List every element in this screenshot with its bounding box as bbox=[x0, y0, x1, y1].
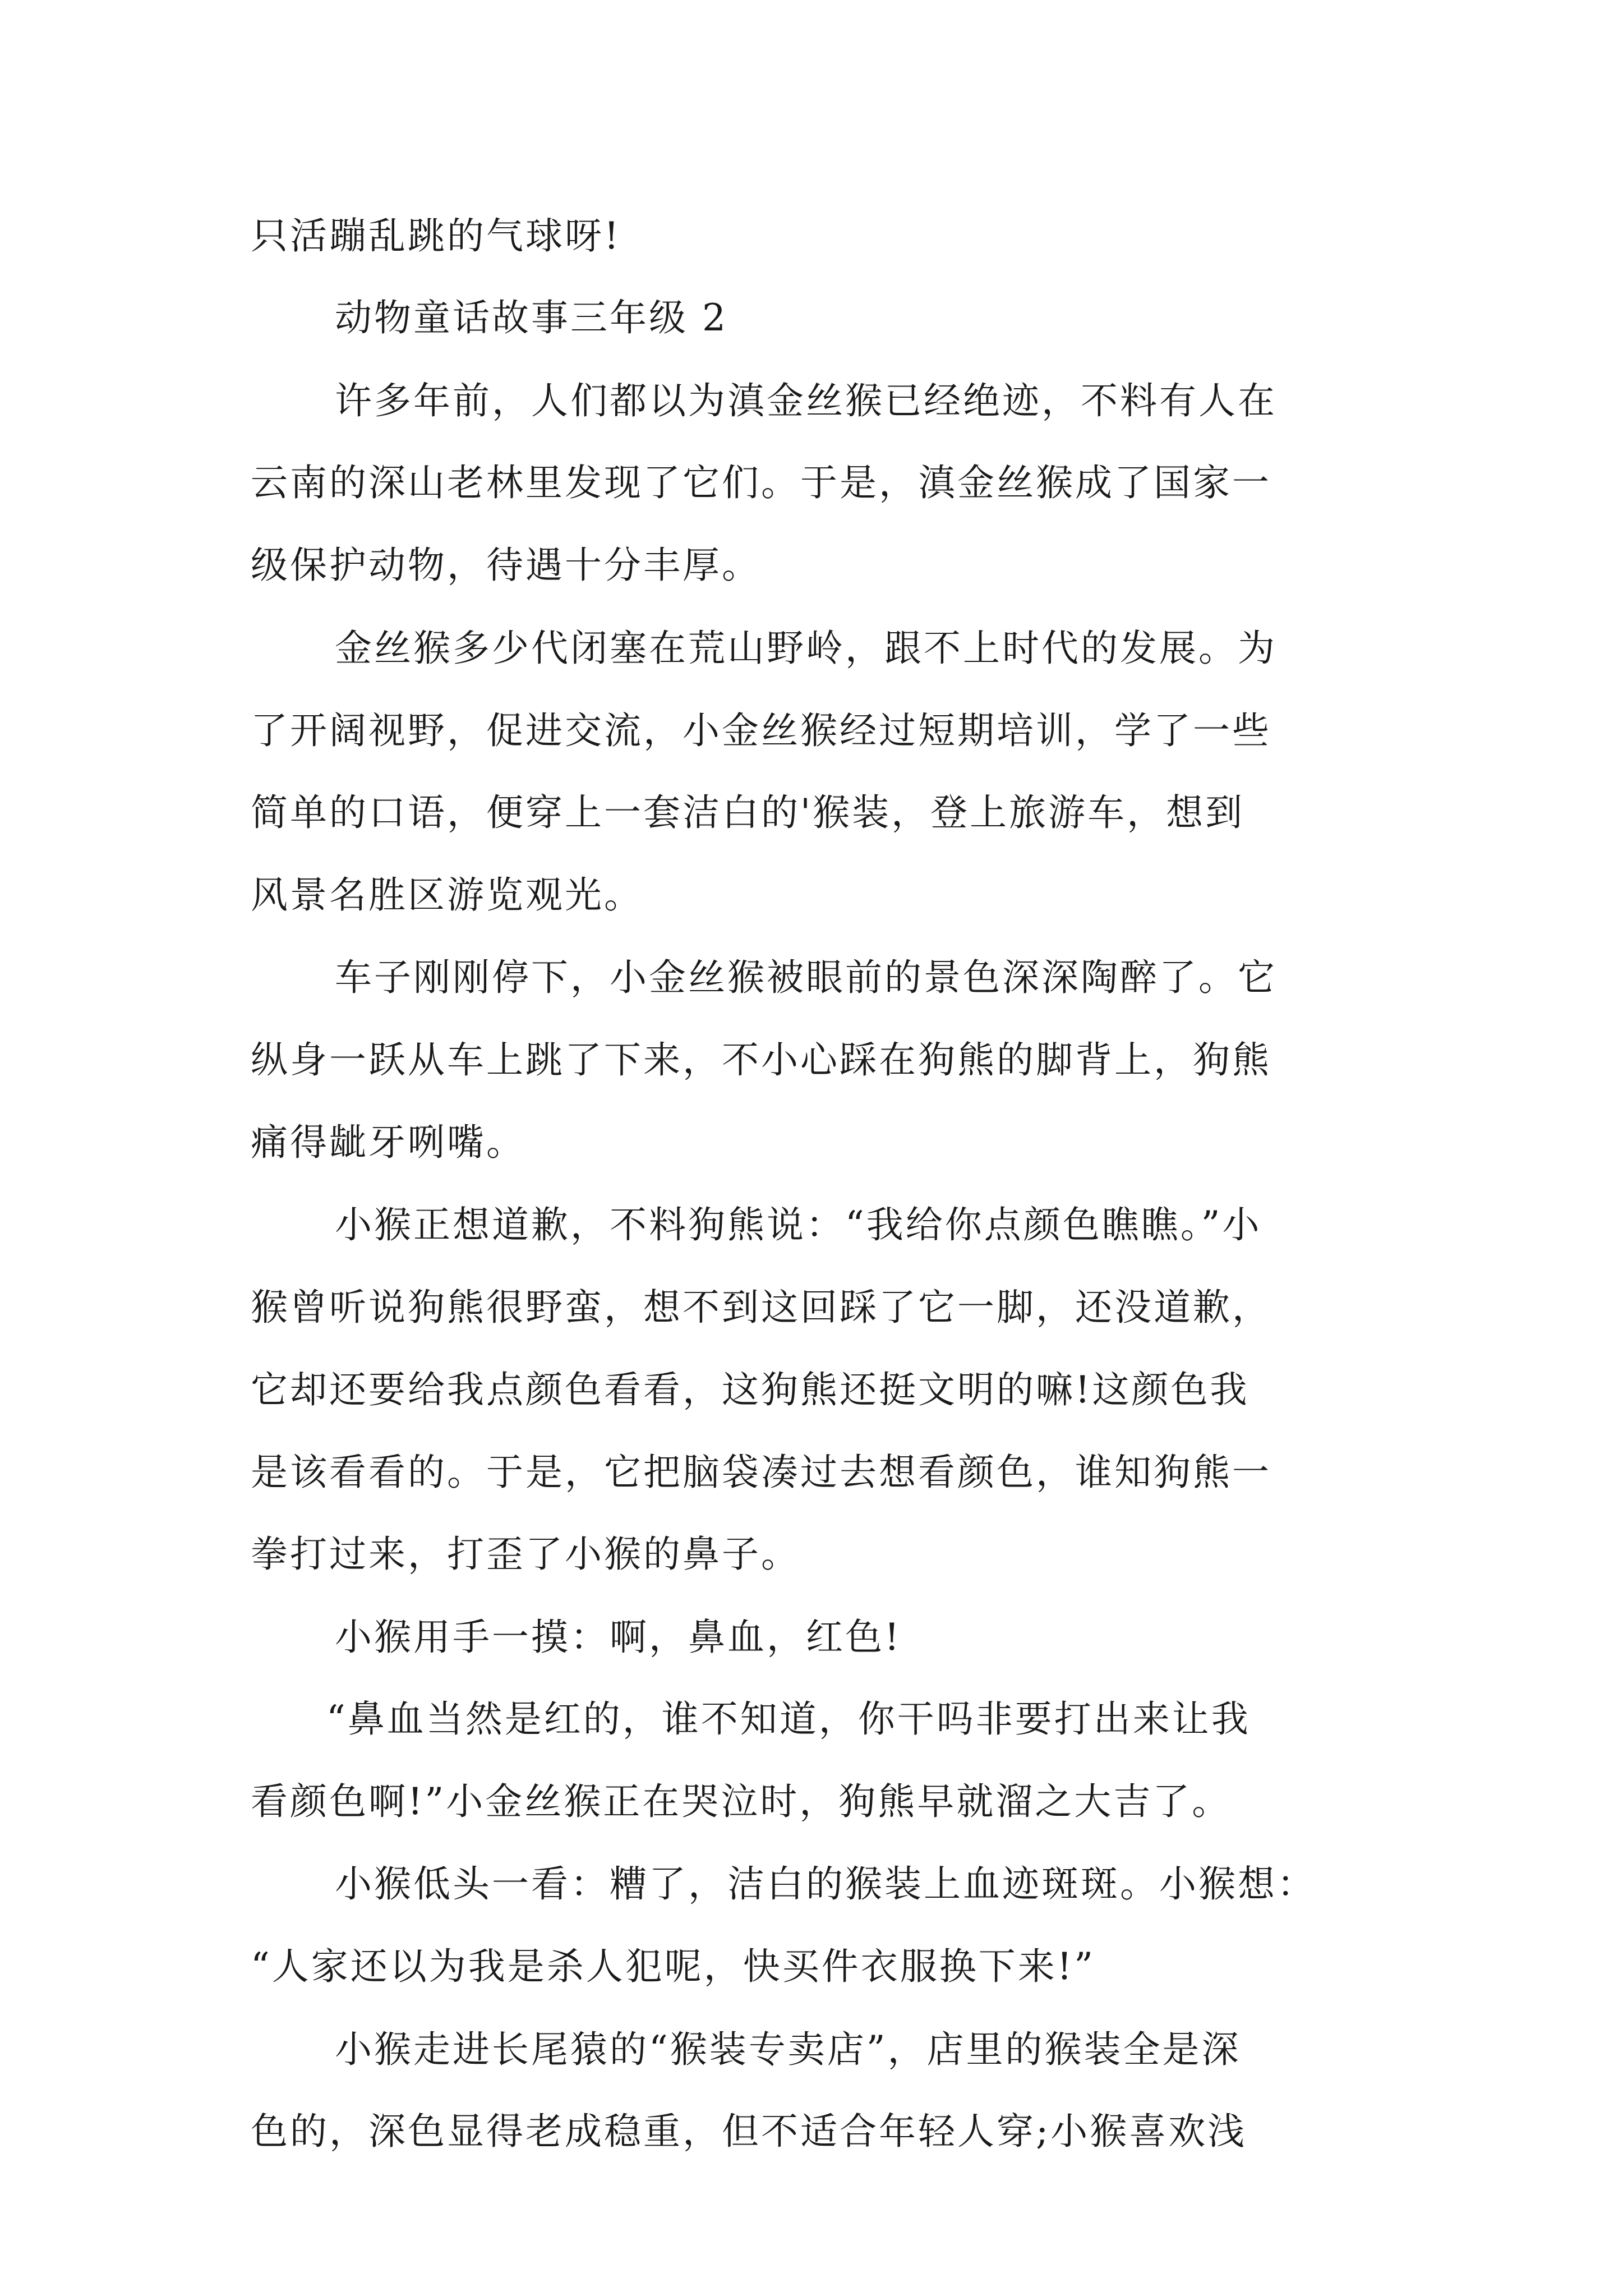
text-line: 车子刚刚停下，小金丝猴被眼前的景色深深陶醉了。它 bbox=[335, 956, 1277, 999]
text-line: 是该看看的。于是，它把脑袋凑过去想看颜色，谁知狗熊一 bbox=[251, 1451, 1271, 1494]
text-line: 它却还要给我点颜色看看，这狗熊还挺文明的嘛!这颜色我 bbox=[251, 1368, 1249, 1411]
text-line: 云南的深山老林里发现了它们。于是，滇金丝猴成了国家一 bbox=[251, 461, 1271, 504]
text-line: 小猴低头一看：糟了，洁白的猴装上血迹斑斑。小猴想： bbox=[335, 1862, 1316, 1906]
text-line: 金丝猴多少代闭塞在荒山野岭，跟不上时代的发展。为 bbox=[335, 627, 1277, 670]
text-line: 纵身一跃从车上跳了下来，不小心踩在狗熊的脚背上，狗熊 bbox=[251, 1038, 1271, 1082]
text-line: 小猴用手一摸：啊，鼻血，红色! bbox=[335, 1616, 902, 1659]
text-line: 了开阔视野，促进交流，小金丝猴经过短期培训，学了一些 bbox=[251, 709, 1271, 752]
text-line: 风景名胜区游览观光。 bbox=[251, 873, 643, 917]
text-line: 小猴走进长尾猿的“猴装专卖店”，店里的猴装全是深 bbox=[335, 2028, 1241, 2071]
text-line: 小猴正想道歉，不料狗熊说：“我给你点颜色瞧瞧。”小 bbox=[335, 1203, 1262, 1246]
text-line: 色的，深色显得老成稳重，但不适合年轻人穿;小猴喜欢浅 bbox=[251, 2110, 1247, 2153]
text-line: 猴曾听说狗熊很野蛮，想不到这回踩了它一脚，还没道歉， bbox=[251, 1286, 1271, 1329]
text-line: 拳打过来，打歪了小猴的鼻子。 bbox=[251, 1533, 800, 1576]
text-line: “鼻血当然是红的，谁不知道，你干吗非要打出来让我 bbox=[326, 1697, 1251, 1741]
text-line: 看颜色啊!”小金丝猴正在哭泣时，狗熊早就溜之大吉了。 bbox=[251, 1780, 1232, 1823]
text-line: 级保护动物，待遇十分丰厚。 bbox=[251, 544, 761, 587]
text-line: 许多年前，人们都以为滇金丝猴已经绝迹，不料有人在 bbox=[335, 379, 1277, 422]
text-line: 简单的口语，便穿上一套洁白的'猴装，登上旅游车，想到 bbox=[251, 791, 1245, 834]
text-line: “人家还以为我是杀人犯呢，快买件衣服换下来!” bbox=[251, 1945, 1096, 1988]
text-line: 只活蹦乱跳的气球呀! bbox=[251, 214, 621, 257]
text-line: 痛得龇牙咧嘴。 bbox=[251, 1121, 525, 1164]
section-heading: 动物童话故事三年级 2 bbox=[335, 296, 728, 339]
